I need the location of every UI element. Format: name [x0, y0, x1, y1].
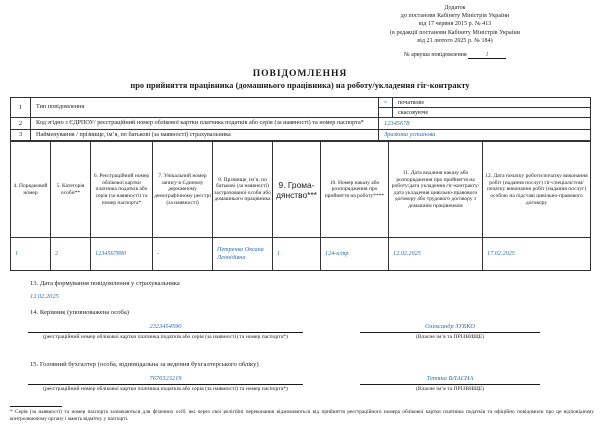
- table-row-insurer-name: [11, 129, 591, 141]
- section-15-label: 15. Головний бухгалтер (особа, відповідальна за ведення бухгалтерського обліку): [30, 361, 259, 369]
- document-title-block: [10, 68, 590, 90]
- checkbox-cancelling[interactable]: [379, 108, 393, 118]
- section-14-id-rule: [28, 331, 303, 333]
- column-header-7: 7. Унікальний номер запису в Єдиному державному демографічному реєстрі (за наявності): [153, 142, 213, 238]
- row-number-3: 3: [11, 129, 31, 141]
- section-15-id-block: [28, 375, 303, 393]
- column-header-10: 10. Номер наказу або розпорядження про прийняття на роботу****: [321, 142, 389, 238]
- section-15-name-block: [360, 375, 540, 393]
- section-15-signature-row: [10, 375, 590, 399]
- row-value-insurer-name[interactable]: Зразкова установа: [379, 129, 591, 141]
- page-subtitle: про прийняття працівника (домашнього працівника) на роботу/укладення гіг-контракту: [130, 81, 470, 91]
- row-label-message-type: Тип повідомлення: [31, 98, 379, 118]
- row-value-edrpou[interactable]: 12345678: [379, 118, 591, 130]
- cell-order-doc-number[interactable]: 124-к/тр: [321, 238, 389, 271]
- ref-line-3: від 17 червня 2015 р. № 413: [418, 21, 492, 28]
- header-info-table: [10, 97, 591, 141]
- section-15-name-rule: [360, 383, 540, 385]
- section-15-name-caption: (Власне ім’я та ПРІЗВИЩЕ): [415, 385, 485, 392]
- section-13-label: 13. Дата формування повідомлення у страхувальника: [30, 280, 180, 288]
- section-14-id-caption: (реєстраційний номер облікової картки платника податків або серія (за наявності) та номер паспорта*): [43, 333, 288, 340]
- cell-order-number[interactable]: 1: [11, 238, 51, 271]
- sheet-number-value[interactable]: 1: [468, 52, 506, 59]
- page-title: ПОВІДОМЛЕННЯ: [252, 68, 348, 80]
- section-15-name-value[interactable]: Тетяна ВЛАСНА: [426, 375, 474, 383]
- section-14-name-caption: (Власне ім’я та ПРІЗВИЩЕ): [415, 333, 485, 340]
- cell-demographic-record[interactable]: -: [153, 238, 213, 271]
- section-14-id-block: [28, 323, 303, 341]
- employee-records-table: [10, 141, 591, 271]
- table-row: [11, 238, 591, 271]
- cell-full-name[interactable]: Петренко Оксана Леонідівна: [213, 238, 273, 271]
- cell-person-category[interactable]: 2: [51, 238, 91, 271]
- column-header-6: 6. Реєстраційний номер облікової картки платника податків або серія (за наявності) та номер паспорта*: [91, 142, 153, 238]
- table-row-type-initial: [11, 98, 591, 108]
- column-header-4: 4. Порядковий номер: [11, 142, 51, 238]
- column-header-5: 5. Категорія особи**: [51, 142, 91, 238]
- cell-start-date[interactable]: 17.02.2025: [483, 238, 591, 271]
- section-15-id-rule: [28, 383, 303, 385]
- footnote-rule: [10, 406, 62, 407]
- footnote-text: * Серія (за наявності) та номер паспорта зазначаються для фізичних осіб, які через свої релігійні переконання відмовляються від прийняття реєстраційного номера облікової картки платника податків та офіційно повідомили про це відповідному контролюючому органу і мають відмітку у паспорті.: [10, 409, 594, 423]
- row-number-2: 2: [11, 118, 31, 130]
- row-label-insurer-name: Найменування / прізвище, ім’я, по батькові (за наявності) страхувальника: [31, 129, 379, 141]
- column-header-8: 8. Прізвище, ім’я, по батькові (за наявності) застрахованої особи або домашнього працівника: [213, 142, 273, 238]
- column-header-9: 9. Грома- дянство***: [273, 142, 321, 238]
- section-14-name-block: [360, 323, 540, 341]
- row-label-edrpou: Код згідно з ЄДРПОУ/ реєстраційний номер облікової картки платника податків або серія (за наявності) та номер паспорта*: [31, 118, 379, 130]
- table-row-edrpou: [11, 118, 591, 130]
- section-13-value[interactable]: 12.02.2025: [30, 293, 59, 301]
- option-label-initial: початкове: [393, 98, 591, 108]
- sheet-number-row: [310, 52, 600, 59]
- regulation-reference-block: [310, 4, 600, 45]
- section-14-signature-row: [10, 323, 590, 347]
- ref-line-5: від 21 лютого 2025 р. № 184): [417, 37, 493, 44]
- column-header-12: 12. Дата початку роботи/початку виконання робіт (надання послуг) гіг-спеціалістом/початку виконання робіт (надання послуг) особою на підставі цивільно-правового договору: [483, 142, 591, 238]
- table-header-row: [11, 142, 591, 238]
- footnote-block: [10, 406, 594, 424]
- cell-citizenship[interactable]: 1: [273, 238, 321, 271]
- ref-line-1: Додаток: [444, 5, 466, 11]
- column-header-11: 11. Дата видання наказу або розпорядження про прийняття на роботу/дата укладення гіг-контракту/дата укладення цивільно-правового договору або трудового договору з домашнім працівником: [389, 142, 483, 238]
- checkbox-initial[interactable]: ×: [379, 98, 393, 108]
- sheet-number-label: № аркуша повідомлення: [403, 52, 467, 59]
- ref-line-2: до постанови Кабінету Міністрів України: [400, 13, 510, 20]
- section-14-label: 14. Керівник (уповноважена особа): [30, 309, 129, 317]
- section-15-id-caption: (реєстраційний номер облікової картки платника податків або серія (за наявності) та номер паспорта*): [43, 385, 288, 392]
- ref-line-4: (в редакції постанови Кабінету Міністрів України: [390, 29, 520, 36]
- section-15-id-value[interactable]: 7676323219: [149, 375, 182, 383]
- section-14-name-value[interactable]: Олександр ЗУБКО: [425, 323, 475, 331]
- option-label-cancelling: скасовуюче: [393, 108, 591, 118]
- row-number-1: 1: [11, 98, 31, 118]
- section-14-id-value[interactable]: 2323454590: [149, 323, 182, 331]
- section-14-name-rule: [360, 331, 540, 333]
- cell-order-date[interactable]: 12.02.2025: [389, 238, 483, 271]
- cell-tax-id[interactable]: 1234567890: [91, 238, 153, 271]
